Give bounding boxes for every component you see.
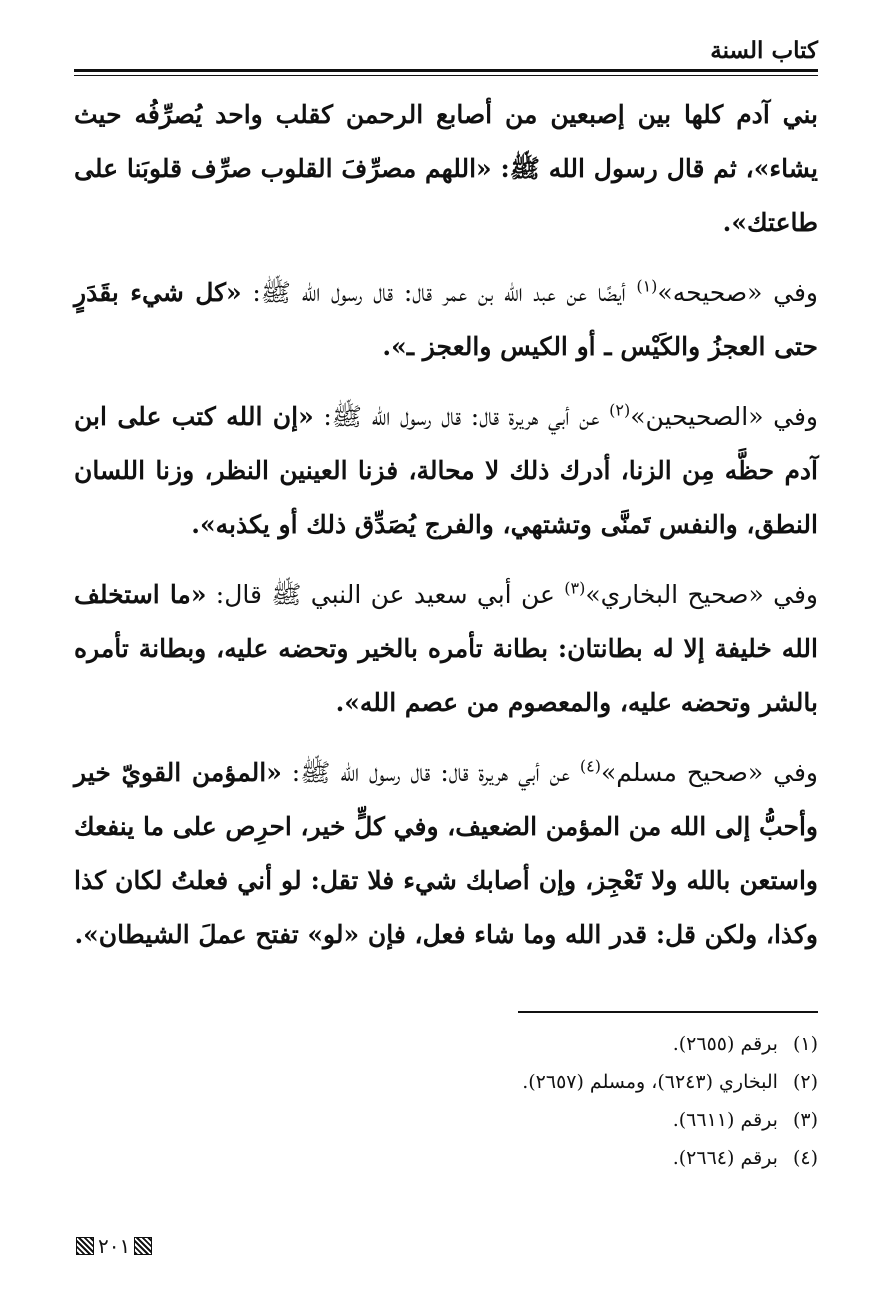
paragraph-5 [74,746,818,962]
source-intro: وفي «صحيح مسلم» [601,758,818,787]
paragraph-1 [74,88,818,250]
source-intro: وفي «صحيح البخاري» [585,580,818,609]
footnote-text: برقم (٢٦٦٤). [672,1147,778,1169]
paragraph-4 [74,568,818,730]
paragraph-3 [74,390,818,552]
footnote-item [74,1025,818,1063]
hadith-text: «المؤمن القويّ خير وأحبُّ إلى الله من المؤمن الضعيف، وفي كلٍّ خير، احرِص على ما ينفعك واستعن بالله ولا تَعْجِز، وإن أصابك شيء فلا تقل: لو أني فعلتُ لكان كذا وكذا، ولكن قل: قدر الله وما شاء فعل، فإن «لو» تفتح عملَ الشيطان». [74,758,818,949]
footnote-separator [518,1011,818,1013]
ornament-icon [134,1237,152,1255]
footnote-ref: (٣) [564,578,586,598]
source-intro: وفي «صحيحه» [657,278,818,307]
footnote-text: برقم (٢٦٥٥). [672,1033,778,1055]
footnote-ref: (١) [636,276,658,296]
narration-chain: عن أبي هريرة قال: قال رسول الله ﷺ: [313,402,610,431]
page-number: ٢٠١ [98,1234,131,1258]
footnote-item [74,1063,818,1101]
hadith-text: «ما استخلف الله خليفة إلا له بطانتان: بطانة تأمره بالخير وتحضه عليه، وبطانة تأمره بالشر وتحضه عليه، والمعصوم من عصم الله». [74,580,818,717]
header-rule-thin [74,75,818,76]
narration-chain: عن أبي هريرة قال: قال رسول الله ﷺ: [281,758,580,787]
page-number-block [76,1233,152,1259]
header-rule-thick [74,69,818,72]
footnote-text: برقم (٦٦١١). [672,1109,778,1131]
hadith-text: بني آدم كلها بين إصبعين من أصابع الرحمن كقلب واحد يُصرِّفُه حيث يشاء»، ثم قال رسول الله ﷺ: «اللهم مصرِّفَ القلوب صرِّف قلوبَنا على طاعتك». [74,100,818,237]
footnotes [74,1025,818,1177]
footnote-number: (٢) [792,1071,818,1093]
footnote-number: (١) [792,1033,818,1055]
footnote-ref: (٤) [579,756,601,776]
running-header-title: كتاب السنة [710,37,818,64]
footnote-item [74,1139,818,1177]
hadith-text: «إن الله كتب على ابن آدم حظَّه مِن الزنا، أدرك ذلك لا محالة، فزنا العينين النظر، وزنا اللسان النطق، والنفس تَمنَّى وتشتهي، والفرج يُصَدِّق ذلك أو يكذبه». [74,402,818,539]
footnote-number: (٤) [792,1147,818,1169]
footnote-ref: (٢) [609,400,631,420]
ornament-icon [76,1237,94,1255]
hadith-text: «كل شيء بقَدَرٍ حتى العجزُ والكَيْس ـ أو الكيس والعجز ـ». [74,278,818,361]
source-intro: وفي «الصحيحين» [630,402,818,431]
narration-chain: أيضًا عن عبد الله بن عمر قال: قال رسول الله ﷺ: [241,278,637,307]
narration-chain: عن أبي سعيد عن النبي ﷺ قال: [206,580,565,609]
main-text [74,88,818,978]
footnote-number: (٣) [792,1109,818,1131]
footnote-text: البخاري (٦٢٤٣)، ومسلم (٢٦٥٧). [522,1071,778,1093]
footnote-item [74,1101,818,1139]
paragraph-2 [74,266,818,374]
